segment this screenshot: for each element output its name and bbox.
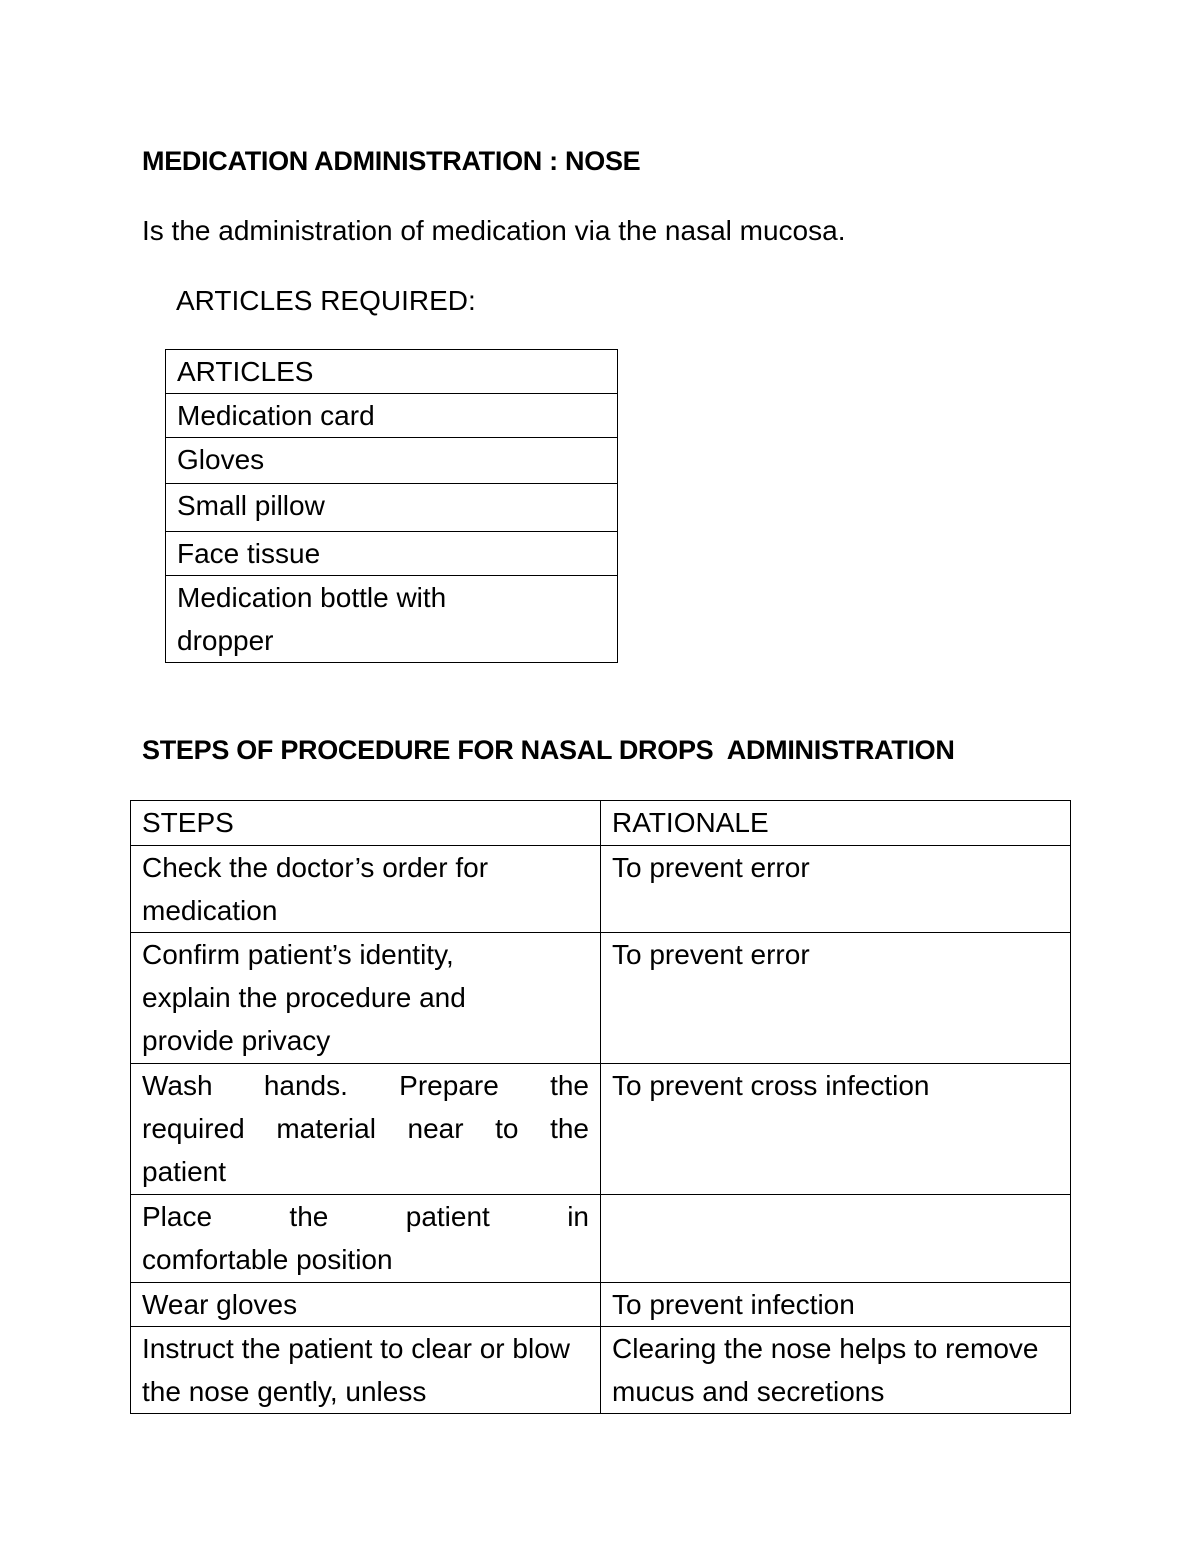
table-row <box>131 1283 1071 1327</box>
article-item: Medication card <box>166 394 618 438</box>
rationale-cell: To prevent infection <box>601 1283 1071 1327</box>
table-row <box>166 394 618 438</box>
article-item: Gloves <box>166 438 618 484</box>
step-cell <box>131 1195 601 1283</box>
step-line: Place the patient in <box>142 1201 589 1232</box>
step-line: comfortable position <box>142 1244 393 1275</box>
step-cell: Check the doctor’s order for medication <box>131 846 601 933</box>
column-header-rationale: RATIONALE <box>601 801 1071 846</box>
article-item: Small pillow <box>166 484 618 532</box>
step-cell: Wear gloves <box>131 1283 601 1327</box>
rationale-cell: To prevent error <box>601 846 1071 933</box>
table-header-row <box>131 801 1071 846</box>
step-cell: Confirm patient’s identity, explain the procedure and provide privacy <box>131 933 601 1064</box>
table-row <box>166 350 618 394</box>
articles-heading: ARTICLES REQUIRED: <box>176 285 476 316</box>
table-row <box>131 1064 1071 1195</box>
table-row <box>166 484 618 532</box>
step-line: patient <box>142 1156 227 1187</box>
intro-text: Is the administration of medication via the nasal mucosa. <box>142 215 846 246</box>
steps-heading: STEPS OF PROCEDURE FOR NASAL DROPS ADMINISTRATION <box>142 735 955 765</box>
rationale-cell: Clearing the nose helps to remove mucus and secretions <box>601 1327 1071 1414</box>
rationale-cell <box>601 1195 1071 1283</box>
column-header-steps: STEPS <box>131 801 601 846</box>
step-line: required material near to the <box>142 1113 589 1144</box>
table-row <box>131 1195 1071 1283</box>
articles-table <box>165 349 618 663</box>
step-cell: Instruct the patient to clear or blow the nose gently, unless <box>131 1327 601 1414</box>
article-item: Face tissue <box>166 532 618 576</box>
step-cell <box>131 1064 601 1195</box>
table-row <box>166 438 618 484</box>
rationale-cell: To prevent error <box>601 933 1071 1064</box>
table-row <box>166 532 618 576</box>
table-row <box>166 576 618 663</box>
table-row <box>131 1327 1071 1414</box>
table-row <box>131 933 1071 1064</box>
page-title: MEDICATION ADMINISTRATION : NOSE <box>142 146 641 176</box>
steps-table <box>130 800 1071 1414</box>
step-line: Wash hands. Prepare the <box>142 1070 589 1101</box>
table-row <box>131 846 1071 933</box>
articles-header-cell: ARTICLES <box>166 350 618 394</box>
rationale-cell: To prevent cross infection <box>601 1064 1071 1195</box>
article-item: Medication bottle with dropper <box>166 576 618 663</box>
